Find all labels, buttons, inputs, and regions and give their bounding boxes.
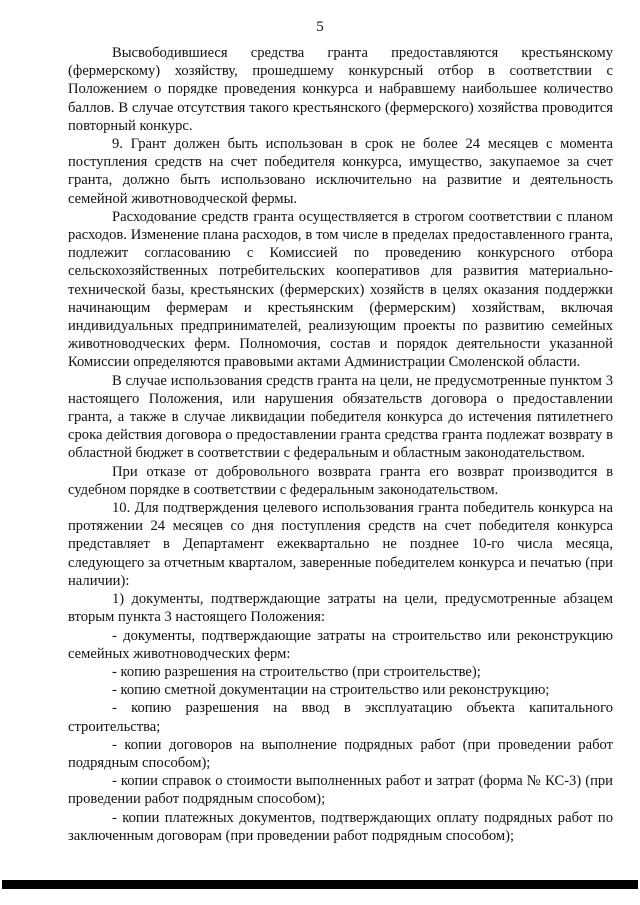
list-item-payment-documents: - копии платежных документов, подтверждающих оплату подрядных работ по заключенным договорам (при проведении работ подрядным способом); [68, 809, 613, 844]
list-item-commissioning-permit: - копию разрешения на ввод в эксплуатацию объекта капитального строительства; [68, 700, 613, 735]
list-item-ks3-certificates: - копии справок о стоимости выполненных работ и затрат (форма № КС-3) (при проведении работ подрядным способом); [68, 773, 613, 808]
list-item-contractor-agreements: - копии договоров на выполнение подрядных работ (при проведении работ подрядным способом); [68, 736, 613, 771]
list-item-estimate-docs: - копию сметной документации на строительство или реконструкцию; [112, 682, 550, 699]
paragraph-grant-reallocation: Высвободившиеся средства гранта предоставляются крестьянскому (фермерскому) хозяйству, прошедшему конкурсный отбор в соответствии с Положением о порядке проведения конкурса и набравшему наибольшее количество баллов. В случае отсутствия такого крестьянского (фермерского) хозяйства проводится повторный конкурс. [68, 45, 613, 134]
paragraph-clause-9: 9. Грант должен быть использован в срок не более 24 месяцев с момента поступления средств на счет победителя конкурса, имущество, закупаемое за счет гранта, должно быть использовано исключительно на развитие и деятельность семейной животноводческой фермы. [68, 136, 613, 207]
paragraph-expenditure-plan: Расходование средств гранта осуществляется в строгом соответствии с планом расходов. Изменение плана расходов, в том числе в пределах предоставленного гранта, подлежит согласованию с Комиссией по проведению конкурсного отбора сельскохозяйственных потребительских кооперативов для развития материально-технической базы, крестьянских (фермерских) хозяйств в целях оказания поддержки начинающим фермерам и крестьянским (фермерским) хозяйствам, включая индивидуальных предпринимателей, реализующим проекты по развитию семейных животноводческих ферм. Полномочия, состав и порядок деятельности указанной Комиссии определяются правовыми актами Администрации Смоленской области. [68, 208, 613, 371]
page-number: 5 [316, 19, 324, 35]
paragraph-misuse-refund: В случае использования средств гранта на цели, не предусмотренные пунктом 3 настоящего Положения, или нарушения обязательств договора о предоставлении гранта, а также в случае ликвидации победителя конкурса до истечения пятилетнего срока действия договора о предоставлении гранта средства гранта подлежат возврату в областной бюджет в соответствии с федеральным и областным законодательством. [68, 372, 613, 462]
document-body [68, 44, 613, 845]
paragraph-court-recovery: При отказе от добровольного возврата гранта его возврат производится в судебном порядке в соответствии с федеральным законодательством. [68, 463, 613, 498]
paragraph-subclause-1: 1) документы, подтверждающие затраты на цели, предусмотренные абзацем вторым пункта 3 настоящего Положения: [68, 591, 613, 626]
scan-edge-bar [2, 880, 638, 889]
paragraph-clause-10: 10. Для подтверждения целевого использования гранта победитель конкурса на протяжении 24 месяцев со дня поступления средств на счет победителя конкурса представляет в Департамент ежеквартально не позднее 10-го числа месяца, следующего за отчетным кварталом, заверенные победителем конкурса и печатью (при наличии): [68, 500, 613, 589]
list-item-construction-docs: - документы, подтверждающие затраты на строительство или реконструкцию семейных животноводческих ферм: [68, 627, 613, 662]
list-item-building-permit: - копию разрешения на строительство (при строительстве); [112, 663, 481, 680]
